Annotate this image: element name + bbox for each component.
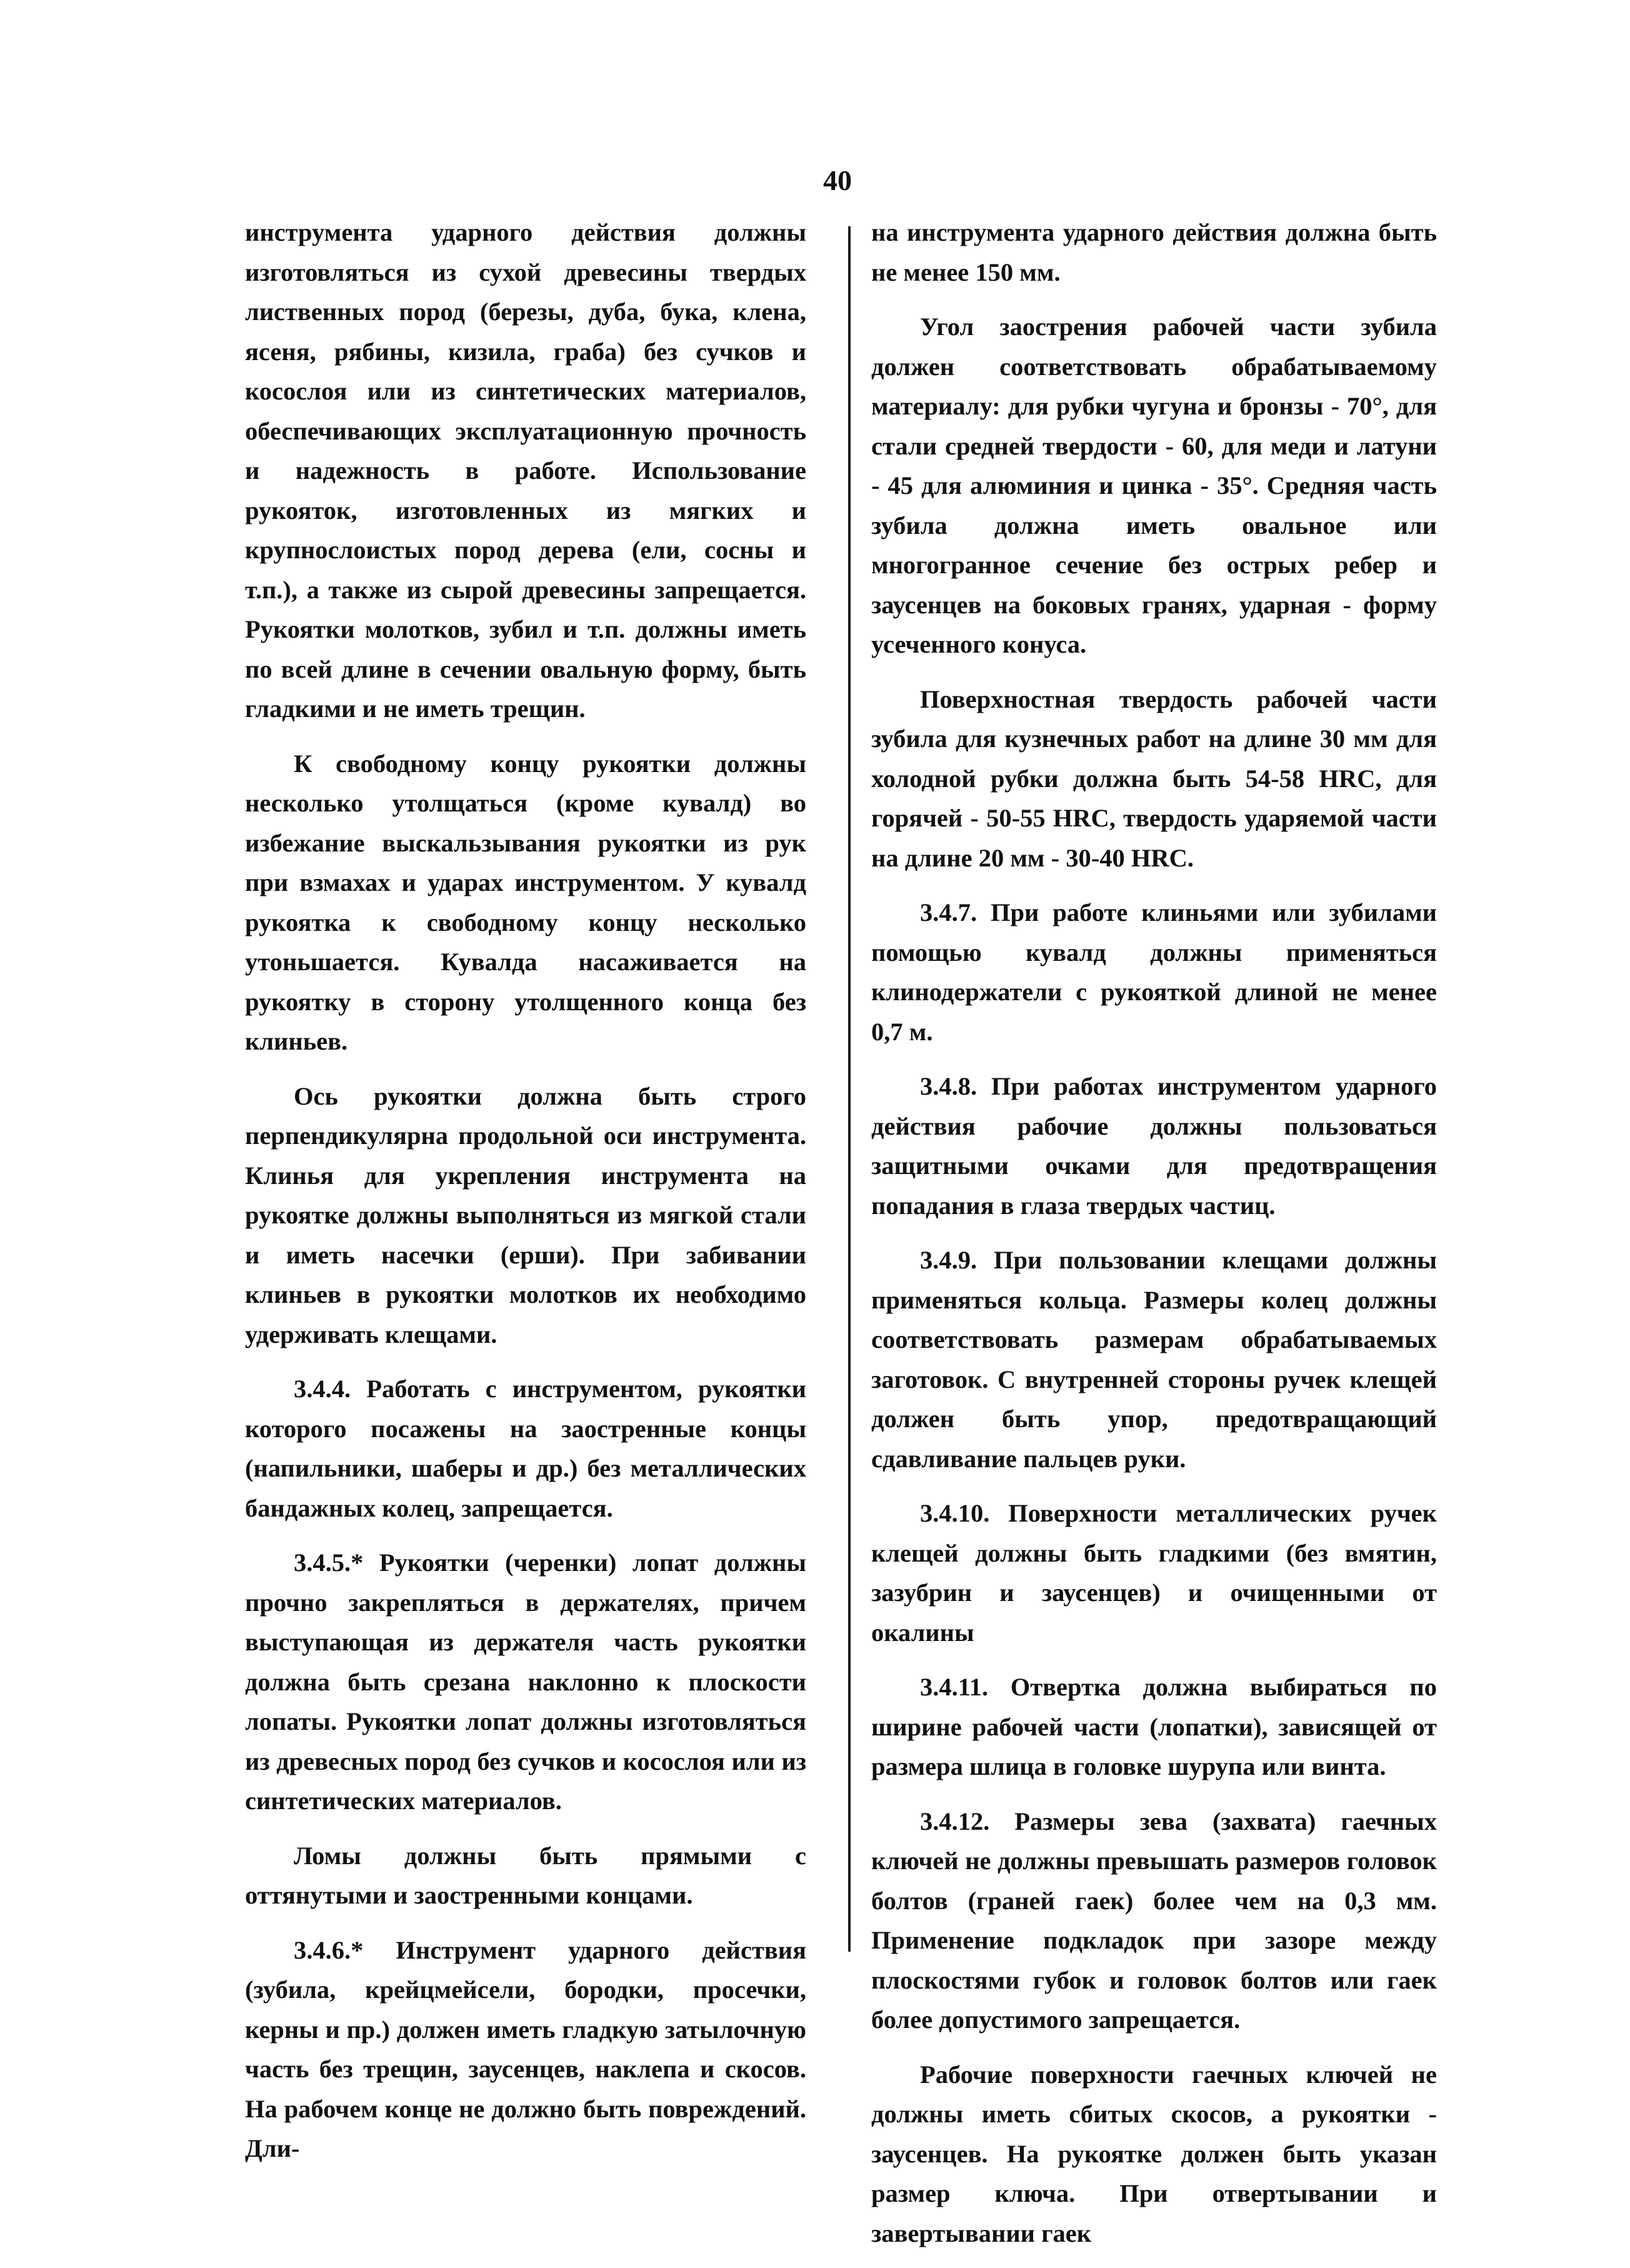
paragraph: Рабочие поверхности гаечных ключей не должны иметь сбитых скосов, а рукоятки - заусенцев. На рукоятке должен быть указан размер ключа. При отвертывании и завертывании гаек (871, 2060, 1437, 2247)
paragraph: 3.4.9. При пользовании клещами должны применяться кольца. Размеры колец должны соответствовать размерам обрабатываемых заготовок. С внутренней стороны ручек клещей должен быть упор, предотвращающий сдавливание пальцев руки. (871, 1246, 1437, 1473)
paragraph: Угол заострения рабочей части зубила должен соответствовать обрабатываемому материалу: для рубки чугуна и бронзы - 70°, для стали средней твердости - 60, для меди и латуни - 45 для алюминия и цинка - 35°. Средняя часть зубила должна иметь овальное или многогранное сечение без острых ребер и заусенцев на боковых гранях, ударная - форму усеченного конуса. (871, 313, 1437, 658)
paragraph: Ломы должны быть прямыми с оттянутыми и заостренными концами. (245, 1841, 806, 1909)
left-column (245, 213, 806, 2184)
paragraph: К свободному концу рукоятки должны несколько утолщаться (кроме кувалд) во избежание выскальзывания рукоятки из рук при взмахах и ударах инструментом. У кувалд рукоятка к свободному концу несколько утоньшается. Кувалда насаживается на рукоятку в сторону утолщенного конца без клиньев. (245, 749, 806, 1055)
paragraph: Ось рукоятки должна быть строго перпендикулярна продольной оси инструмента. Клинья для укрепления инструмента на рукоятке должны выполняться из мягкой стали и иметь насечки (ерши). При забивании клиньев в рукоятки молотков их необходимо удерживать клещами. (245, 1081, 806, 1348)
column-divider (848, 226, 851, 1952)
paragraph: 3.4.7. При работе клиньями или зубилами помощью кувалд должны применяться клинодержатели с рукояткой длиной не менее 0,7 м. (871, 898, 1437, 1046)
right-column (871, 213, 1437, 2268)
paragraph: 3.4.8. При работах инструментом ударного действия рабочие должны пользоваться защитными очками для предотвращения попадания в глаза твердых частиц. (871, 1072, 1437, 1220)
paragraph: 3.4.5.* Рукоятки (черенки) лопат должны прочно закрепляться в держателях, причем выступающая из держателя часть рукоятки должна быть срезана наклонно к плоскости лопаты. Рукоятки лопат должны изготовляться из древесных пород без сучков и косослоя или из синтетических материалов. (245, 1548, 806, 1815)
paragraph: 3.4.6.* Инструмент ударного действия (зубила, крейцмейсели, бородки, просечки, керны и пр.) должен иметь гладкую затылочную часть без трещин, заусенцев, наклепа и скосов. На рабочем конце не должно быть повреждений. Дли- (245, 1935, 806, 2162)
paragraph: на инструмента ударного действия должна быть не менее 150 мм. (871, 218, 1437, 286)
paragraph: 3.4.12. Размеры зева (захвата) гаечных ключей не должны превышать размеров головок болтов (граней гаек) более чем на 0,3 мм. Применение подкладок при зазоре между плоскостями губок и головок болтов или гаек более допустимого запрещается. (871, 1807, 1437, 2034)
paragraph: 3.4.4. Работать с инструментом, рукоятки которого посажены на заостренные концы (напильники, шаберы и др.) без металлических бандажных колец, запрещается. (245, 1375, 806, 1522)
paragraph: Поверхностная твердость рабочей части зубила для кузнечных работ на длине 30 мм для холодной рубки должна быть 54-58 HRC, для горячей - 50-55 HRC, твердость ударяемой части на длине 20 мм - 30-40 HRC. (871, 685, 1437, 872)
page-number: 40 (823, 164, 852, 196)
paragraph: инструмента ударного действия должны изготовляться из сухой древесины твердых лиственных пород (березы, дуба, бука, клена, ясеня, рябины, кизила, граба) без сучков и косослоя или из синтетических материалов, обеспечивающих эксплуатационную прочность и надежность в работе. Использование рукояток, изготовленных из мягких и крупнослоистых пород дерева (ели, сосны и т.п.), а также из сырой древесины запрещается. Рукоятки молотков, зубил и т.п. должны иметь по всей длине в сечении овальную форму, быть гладкими и не иметь трещин. (245, 218, 806, 723)
paragraph: 3.4.10. Поверхности металлических ручек клещей должны быть гладкими (без вмятин, зазубрин и заусенцев) и очищенными от окалины (871, 1499, 1437, 1647)
paragraph: 3.4.11. Отвертка должна выбираться по ширине рабочей части (лопатки), зависящей от размера шлица в головке шурупа или винта. (871, 1673, 1437, 1780)
